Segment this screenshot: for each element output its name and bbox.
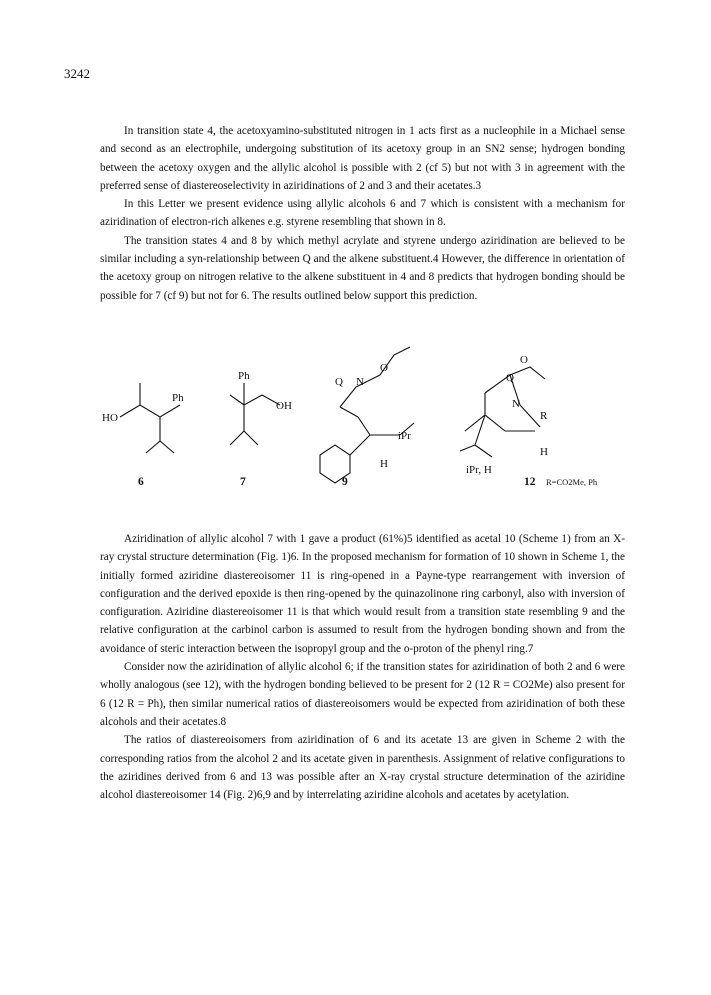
structure-7-bonds — [230, 383, 280, 445]
structure-12-bonds — [460, 367, 545, 457]
structure-6-bonds — [120, 383, 180, 453]
atom-o-12: O — [520, 354, 528, 366]
compound-label-6: 6 — [138, 476, 144, 488]
atom-n-12: N — [512, 398, 520, 410]
atom-h-12: H — [540, 446, 548, 458]
atom-ph-6: Ph — [172, 392, 184, 404]
body-text-bottom — [100, 530, 625, 804]
atom-n-9: N — [356, 376, 364, 388]
structures-figure — [80, 335, 640, 495]
atom-ho: HO — [102, 412, 118, 424]
chemical-structures — [80, 335, 640, 495]
page-number: 3242 — [64, 66, 90, 81]
atom-oh: OH — [276, 400, 292, 412]
paragraph-5: Consider now the aziridination of allylic alcohol 6; if the transition states for aziridination of both 2 and 6 were wholly analogous (see 12), with the hydrogen bonding believed to be present for 2 (12 R = CO2Me) also present for 6 (12 R = Ph), then similar numerical ratios of diastereoisomers would be expected from aziridination of both these alcohols and their acetates.8 — [100, 661, 625, 728]
atom-ipr-9: iPr — [398, 430, 411, 442]
atom-h-9: H — [380, 458, 388, 470]
compound-label-7: 7 — [240, 476, 246, 488]
compound-label-12: 12 — [524, 476, 536, 488]
atom-q-9: Q — [335, 376, 343, 388]
atom-o-9: O — [380, 362, 388, 374]
compound-label-9: 9 — [342, 476, 348, 488]
structure-9-bonds — [320, 347, 414, 483]
substituent-note: R=CO2Me, Ph — [546, 477, 598, 487]
atom-ipr-h-12: iPr, H — [466, 464, 492, 476]
atom-r-12: R — [540, 410, 548, 422]
paragraph-6: The ratios of diastereoisomers from aziridination of 6 and its acetate 13 are given in Scheme 2 with the corresponding ratios from the alcohol 2 and its acetate given in parenthesis. Assignment of relative configurations to the aziridines derived from 6 and 13 was possible after an X-ray crystal structure determination of the aziridine alcohol diastereoisomer 14 (Fig. 2)6,9 and by interrelating aziridine alcohols and acetates by acetylation. — [100, 734, 625, 802]
paragraph-3: The transition states 4 and 8 by which methyl acrylate and styrene undergo aziridination are believed to be similar including a syn-relationship between Q and the alkene substituent.4 However, the difference in orientation of the acetoxy group on nitrogen relative to the alkene substituent in 4 and 8 predicts that hydrogen bonding should be possible for 7 (cf 9) but not for 6. The results outlined below support this prediction. — [100, 234, 625, 302]
paragraph-2: In this Letter we present evidence using allylic alcohols 6 and 7 which is consistent with a mechanism for aziridination of electron-rich alkenes e.g. styrene resembling that shown in 8. — [100, 198, 625, 229]
atom-ph-7: Ph — [238, 370, 250, 382]
atom-q-12: Q — [506, 372, 514, 384]
body-text-top — [100, 122, 625, 305]
paragraph-4: Aziridination of allylic alcohol 7 with 1 gave a product (61%)5 identified as acetal 10 (Scheme 1) from an X-ray crystal structure determination (Fig. 1)6. In the proposed mechanism for formation of 10 shown in Scheme 1, the initially formed aziridine diastereoisomer 11 is ring-opened in a Payne-type rearrangement with inversion of configuration and the derived epoxide is then ring-opened by the quinazolinone ring carbonyl, also with inversion of configuration. Aziridine diastereoisomer 11 is that which would result from a transition state resembling 9 and the relative configuration at the carbinol carbon is assumed to result from the hydrogen bonding shown and from the avoidance of steric interaction between the isopropyl group and the o-proton of the phenyl ring.7 — [100, 533, 625, 655]
paragraph-1: In transition state 4, the acetoxyamino-substituted nitrogen in 1 acts first as a nucleophile in a Michael sense and second as an electrophile, undergoing substitution of its acetoxy group in an SN2 sense; hydrogen bonding between the acetoxy oxygen and the allylic alcohol is possible with 2 (cf 5) but not with 3 in agreement with the preferred sense of diastereoselectivity in aziridinations of 2 and 3 and their acetates.3 — [100, 125, 625, 192]
